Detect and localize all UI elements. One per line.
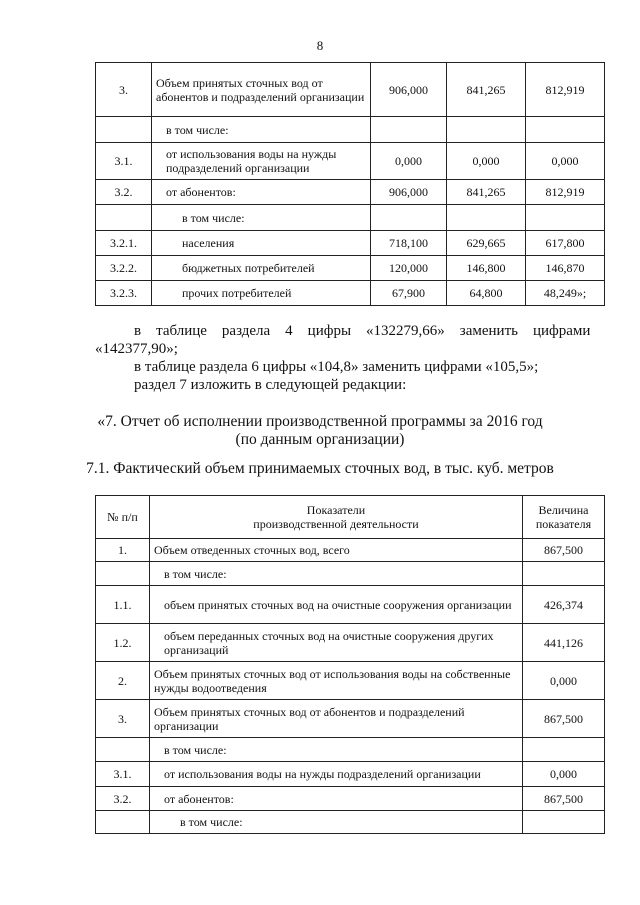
row-label: Объем принятых сточных вод от абонентов и подразделений организации (150, 700, 523, 738)
row-value-col2: 0,000 (447, 143, 526, 180)
row-value-col3 (526, 117, 605, 143)
row-value-col3: 146,870 (526, 256, 605, 281)
row-value-col3: 812,919 (526, 180, 605, 205)
row-number: 2. (96, 662, 150, 700)
row-value-col3 (526, 205, 605, 231)
row-value-col2: 64,800 (447, 281, 526, 306)
subsection-heading: 7.1. Фактический объем принимаемых сточных вод, в тыс. куб. метров (86, 460, 554, 477)
row-label: от использования воды на нужды подразделений организации (150, 762, 523, 787)
row-number: 3. (96, 63, 152, 117)
row-label: в том числе: (150, 562, 523, 586)
table-water-volumes-continued (95, 62, 605, 306)
row-number: 1.1. (96, 586, 150, 624)
row-number: 3.2.3. (96, 281, 152, 306)
row-value-col1: 906,000 (371, 63, 447, 117)
row-value: 867,500 (523, 539, 605, 562)
row-value-col2: 841,265 (447, 180, 526, 205)
row-label: объем принятых сточных вод на очистные сооружения организации (150, 586, 523, 624)
table-row (96, 539, 605, 562)
row-value: 867,500 (523, 700, 605, 738)
row-value-col1: 0,000 (371, 143, 447, 180)
row-value-col3: 617,800 (526, 231, 605, 256)
table-row (96, 586, 605, 624)
header-indicators-line2: производственной деятельности (253, 517, 419, 531)
row-value-col3: 48,249»; (526, 281, 605, 306)
table-header-row (96, 496, 605, 539)
table-row (96, 117, 605, 143)
table-row (96, 762, 605, 787)
table-row (96, 811, 605, 834)
table-row (96, 180, 605, 205)
row-value (523, 738, 605, 762)
row-label: населения (152, 231, 371, 256)
row-label: прочих потребителей (152, 281, 371, 306)
row-number: 1.2. (96, 624, 150, 662)
table-row (96, 256, 605, 281)
row-label: Объем принятых сточных вод от абонентов и подразделений организации (152, 63, 371, 117)
row-value: 0,000 (523, 662, 605, 700)
row-label: от абонентов: (152, 180, 371, 205)
row-number (96, 562, 150, 586)
row-value-col2 (447, 205, 526, 231)
row-label: в том числе: (152, 117, 371, 143)
table-row (96, 63, 605, 117)
row-value-col1: 120,000 (371, 256, 447, 281)
row-value-col2: 629,665 (447, 231, 526, 256)
header-value (523, 496, 605, 539)
row-label: от использования воды на нужды подразделений организации (152, 143, 371, 180)
header-indicators-line1: Показатели (306, 503, 366, 517)
row-value-col3: 0,000 (526, 143, 605, 180)
row-number (96, 738, 150, 762)
row-value (523, 562, 605, 586)
table-row (96, 624, 605, 662)
row-number: 3.1. (96, 143, 152, 180)
header-value-line1: Величина (538, 503, 589, 517)
row-number (96, 811, 150, 834)
row-value: 0,000 (523, 762, 605, 787)
table-row (96, 562, 605, 586)
amendment-text-line: «142377,90»; (95, 341, 178, 357)
row-number: 3. (96, 700, 150, 738)
row-number: 3.2.1. (96, 231, 152, 256)
row-value: 426,374 (523, 586, 605, 624)
amendment-text-line: раздел 7 изложить в следующей редакции: (134, 377, 407, 393)
table-row (96, 787, 605, 811)
row-value: 867,500 (523, 787, 605, 811)
row-number (96, 117, 152, 143)
section-subheading: (по данным организации) (235, 431, 405, 448)
table-row (96, 700, 605, 738)
row-value (523, 811, 605, 834)
table-row (96, 143, 605, 180)
row-number: 1. (96, 539, 150, 562)
row-value-col2: 841,265 (447, 63, 526, 117)
row-number: 3.1. (96, 762, 150, 787)
row-label: в том числе: (152, 205, 371, 231)
table-row (96, 738, 605, 762)
row-value: 441,126 (523, 624, 605, 662)
header-number: № п/п (96, 496, 150, 539)
row-value-col2 (447, 117, 526, 143)
row-number: 3.2.2. (96, 256, 152, 281)
row-number: 3.2. (96, 180, 152, 205)
page-number: 8 (316, 38, 324, 53)
table-row (96, 231, 605, 256)
table-row (96, 662, 605, 700)
row-value-col1 (371, 117, 447, 143)
amendment-text-line: в таблице раздела 6 цифры «104,8» заменить цифрами «105,5»; (134, 359, 539, 375)
row-label: в том числе: (150, 738, 523, 762)
row-label: бюджетных потребителей (152, 256, 371, 281)
row-number: 3.2. (96, 787, 150, 811)
row-value-col2: 146,800 (447, 256, 526, 281)
row-label: Объем отведенных сточных вод, всего (150, 539, 523, 562)
header-indicators (150, 496, 523, 539)
row-value-col1: 67,900 (371, 281, 447, 306)
row-label: Объем принятых сточных вод от использования воды на собственные нужды водоотведения (150, 662, 523, 700)
row-value-col1: 906,000 (371, 180, 447, 205)
row-label: от абонентов: (150, 787, 523, 811)
row-label: объем переданных сточных вод на очистные сооружения других организаций (150, 624, 523, 662)
row-value-col3: 812,919 (526, 63, 605, 117)
table-row (96, 205, 605, 231)
amendment-text-line: в таблице раздела 4 цифры «132279,66» заменить цифрами (134, 323, 591, 339)
row-value-col1: 718,100 (371, 231, 447, 256)
section-heading: «7. Отчет об исполнении производственной программы за 2016 год (97, 413, 543, 430)
row-value-col1 (371, 205, 447, 231)
row-label: в том числе: (150, 811, 523, 834)
header-value-line2: показателя (535, 517, 592, 531)
table-row (96, 281, 605, 306)
row-number (96, 205, 152, 231)
table-actual-wastewater-volume (95, 495, 605, 834)
